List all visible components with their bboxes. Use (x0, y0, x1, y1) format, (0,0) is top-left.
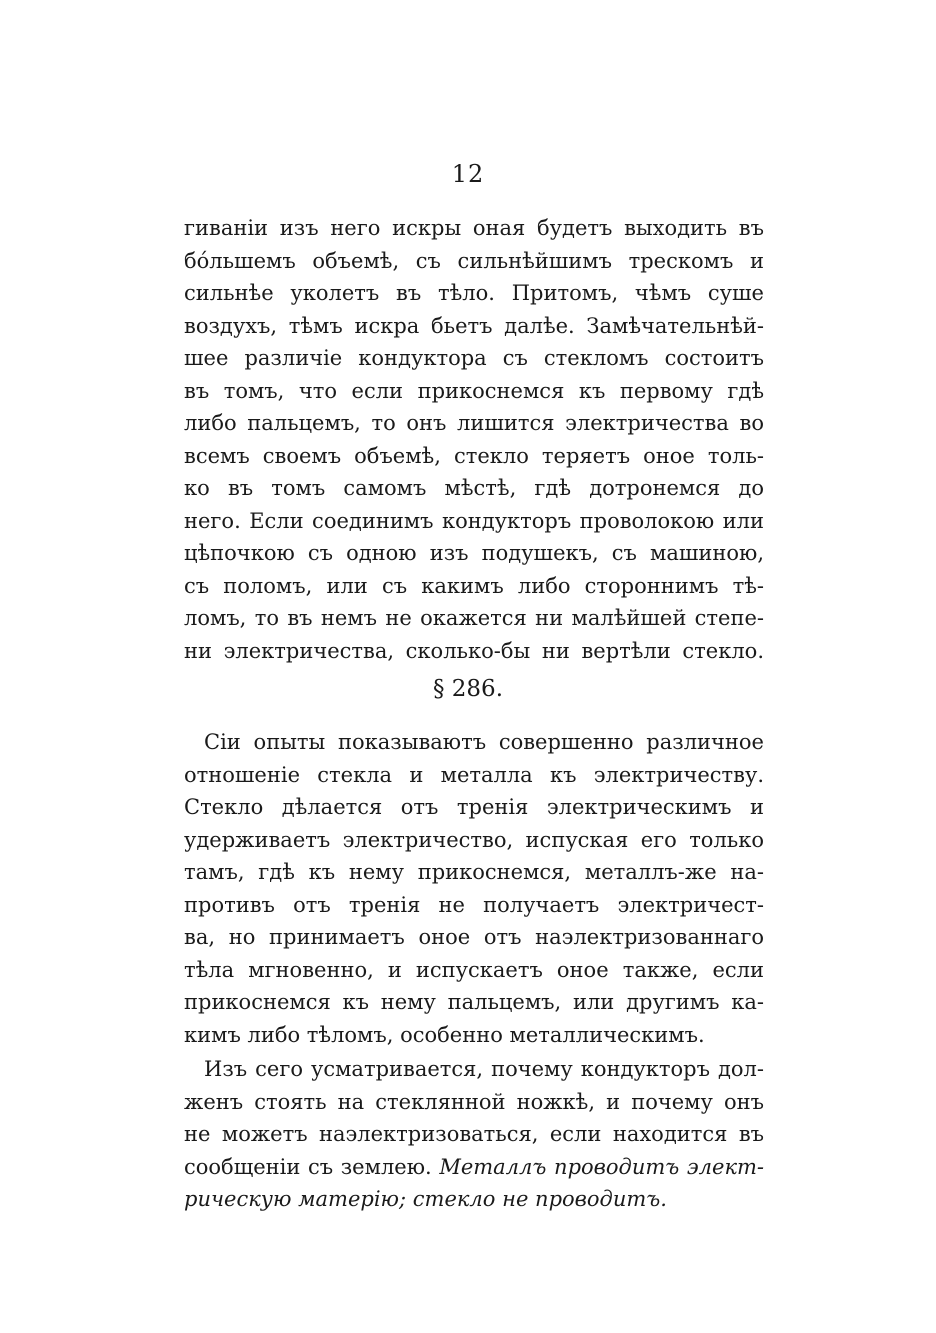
text-line: въ томъ, что если прикоснемся къ первому гдѣ (184, 378, 764, 403)
paragraph-3 (184, 1053, 764, 1216)
text-line: женъ стоять на стеклянной ножкѣ, и почему онъ (184, 1089, 764, 1114)
text-line: кимъ либо тѣломъ, особенно металлическимъ. (184, 1022, 705, 1047)
text-line: воздухъ, тѣмъ искра бьетъ далѣе. Замѣчательнѣй- (184, 313, 764, 338)
text-line: ва, но принимаетъ оное отъ наэлектризованнаго (184, 925, 764, 949)
text-line: прикоснемся къ нему пальцемъ, или другимъ ка- (184, 990, 764, 1014)
section-heading: § 286. (432, 676, 504, 702)
text-line-italic: рическую матерiю; стекло не проводитъ. (184, 1187, 667, 1211)
text-line: Стекло дѣлается отъ тренiя электрическимъ и (184, 795, 764, 819)
text-line: гиванiи изъ него искры оная будетъ выходить въ (184, 216, 764, 240)
text-line-mixed (184, 1151, 764, 1184)
text-line: сильнѣе уколетъ въ тѣло. Притомъ, чѣмъ суше (184, 281, 764, 305)
text-line: либо пальцемъ, то онъ лишится электричества во (184, 411, 764, 435)
text-line: тамъ, гдѣ къ нему прикоснемся, металлъ-же на- (184, 860, 764, 884)
text-line: бóльшемъ объемѣ, съ сильнѣйшимъ трескомъ и (184, 248, 764, 273)
text-line: Сiи опыты показываютъ совершенно различное (204, 730, 764, 754)
text-line: ни электричества, сколько-бы ни вертѣли стекло. (184, 638, 764, 663)
text-line: противъ отъ тренiя не получаетъ электричест- (184, 892, 764, 917)
text-plain: сообщенiи съ землею. (184, 1154, 432, 1179)
text-line: не можетъ наэлектризоваться, если находится въ (184, 1122, 764, 1146)
text-line: отношенiе стекла и металла къ электричеству. (184, 762, 764, 787)
text-line: него. Если соединимъ кондукторъ проволокою или (184, 508, 764, 533)
paragraph-2 (184, 726, 764, 1051)
text-italic: Металлъ проводитъ элект- (439, 1154, 764, 1179)
text-line: удерживаетъ электричество, испуская его только (184, 827, 764, 852)
text-line: ломъ, то въ немъ не окажется ни малѣйшей степе- (184, 606, 764, 630)
text-line: цѣпочкою съ одною изъ подушекъ, съ машиною, (184, 541, 764, 565)
text-line: тѣла мгновенно, и испускаетъ оное также, если (184, 957, 764, 982)
text-line: всемъ своемъ объемѣ, стекло теряетъ оное толь- (184, 443, 764, 468)
text-line: Изъ сего усматривается, почему кондукторъ дол- (204, 1057, 764, 1081)
page-number: 12 (451, 160, 485, 188)
text-line: съ поломъ, или съ какимъ либо стороннимъ тѣ- (184, 573, 764, 598)
paragraph-1 (184, 212, 764, 667)
text-line: ко въ томъ самомъ мѣстѣ, гдѣ дотронемся до (184, 476, 764, 500)
text-line: шее различiе кондуктора съ стекломъ состоитъ (184, 346, 764, 370)
